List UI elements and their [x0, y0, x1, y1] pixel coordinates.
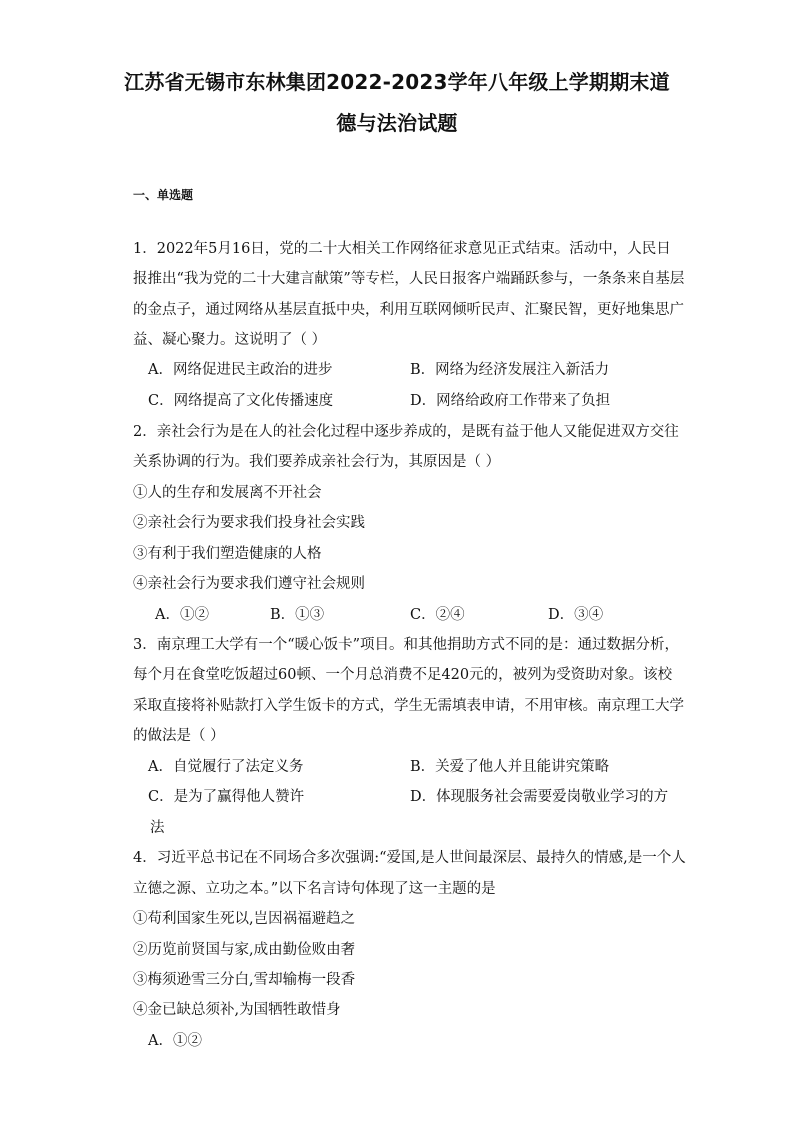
section-heading: 一、单选题 — [133, 188, 194, 202]
question-text-line: 1．2022年5月16日，党的二十大相关工作网络征求意见正式结束。活动中，人民日 — [133, 241, 671, 257]
question-text-line: 采取直接将补贴款打入学生饭卡的方式，学生无需填表申请，不用审核。南京理工大学 — [133, 698, 684, 714]
question-text-line: 的金点子，通过网络从基层直抵中央，利用互联网倾听民声、汇聚民智，更好地集思广 — [133, 302, 684, 318]
option-b: B．①③ — [270, 607, 325, 623]
question-text-line: 立德之源、立功之本。”以下名言诗句体现了这一主题的是 — [133, 881, 496, 897]
option-a: A．网络促进民主政治的进步 — [148, 362, 333, 378]
option-b: B．关爱了他人并且能讲究策略 — [410, 759, 610, 775]
question-text-line: 报推出“我为党的二十大建言献策”等专栏，人民日报客户端踊跃参与，一条条来自基层 — [133, 271, 685, 287]
option-c: C．网络提高了文化传播速度 — [148, 393, 334, 409]
option-d: D．网络给政府工作带来了负担 — [410, 393, 611, 409]
question-text-line: 3．南京理工大学有一个“暖心饭卡”项目。和其他捐助方式不同的是：通过数据分析， — [133, 637, 680, 653]
option-d: D．体现服务社会需要爱岗敬业学习的方 — [410, 789, 669, 805]
option-c: C．是为了赢得他人赞许 — [148, 789, 305, 805]
statement-2: ②亲社会行为要求我们投身社会实践 — [133, 515, 365, 531]
question-text-line: 益、凝心聚力。这说明了（ ） — [133, 332, 327, 348]
statement-3: ③有利于我们塑造健康的人格 — [133, 546, 322, 562]
question-text-line: 4．习近平总书记在不同场合多次强调:“爱国,是人世间最深层、最持久的情感,是一个人 — [133, 850, 686, 866]
statement-4: ④亲社会行为要求我们遵守社会规则 — [133, 576, 365, 592]
statement-1: ①人的生存和发展离不开社会 — [133, 485, 322, 501]
document-title-line1: 江苏省无锡市东林集团2022-2023学年八年级上学期期末道 — [124, 70, 670, 94]
option-a: A．①② — [155, 607, 209, 623]
question-text-line: 2．亲社会行为是在人的社会化过程中逐步养成的，是既有益于他人又能促进双方交往 — [133, 424, 679, 440]
statement-4: ④金已缺总须补,为国牺牲敢惜身 — [133, 1002, 341, 1018]
option-d-continuation: 法 — [150, 820, 165, 836]
statement-2: ②历览前贤国与家,成由勤俭败由奢 — [133, 942, 356, 958]
statement-3: ③梅须逊雪三分白,雪却输梅一段香 — [133, 972, 356, 988]
option-c: C．②④ — [410, 607, 465, 623]
question-text-line: 的做法是（ ） — [133, 728, 225, 744]
option-a: A．自觉履行了法定义务 — [148, 759, 304, 775]
option-d: D．③④ — [548, 607, 604, 623]
statement-1: ①苟利国家生死以,岂因祸福避趋之 — [133, 911, 356, 927]
document-title-line2: 德与法治试题 — [336, 111, 458, 135]
option-b: B．网络为经济发展注入新活力 — [410, 362, 610, 378]
question-text-line: 关系协调的行为。我们要养成亲社会行为，其原因是（ ） — [133, 454, 501, 470]
option-a: A．①② — [148, 1033, 202, 1049]
question-text-line: 每个月在食堂吃饭超过60顿、一个月总消费不足420元的，被列为受资助对象。该校 — [133, 667, 673, 683]
